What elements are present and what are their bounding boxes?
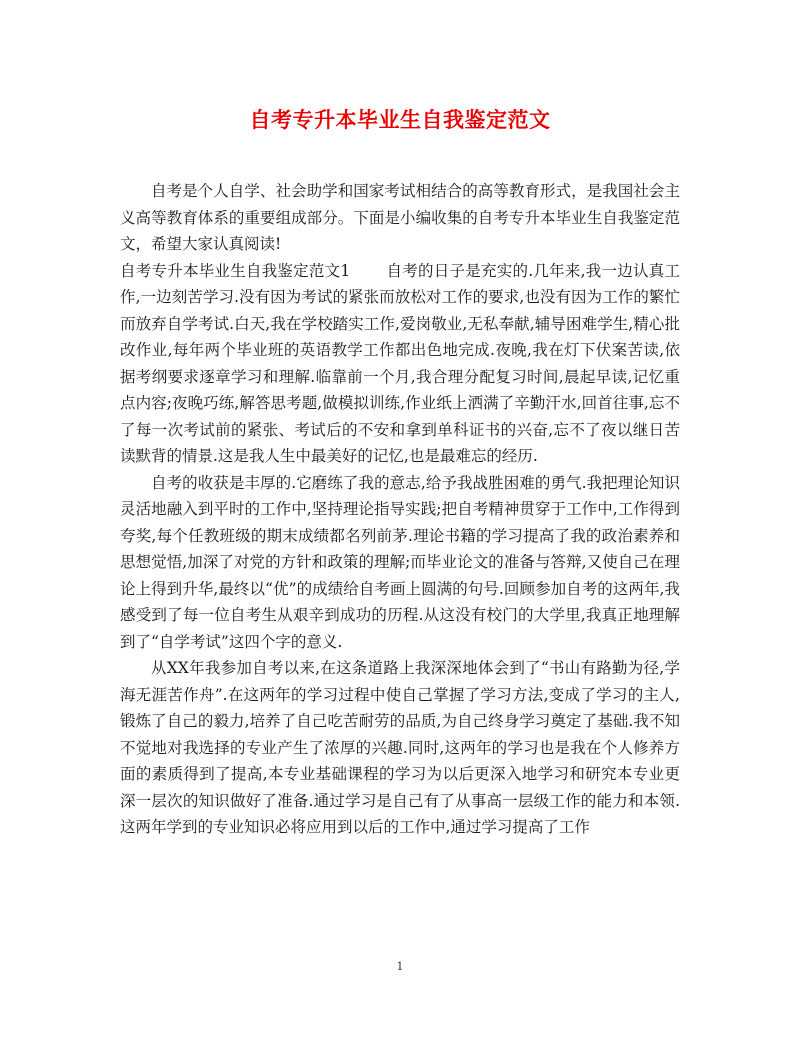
intro-paragraph: 自考是个人自学、社会助学和国家考试相结合的高等教育形式，是我国社会主义高等教育体系的重要组成部分。下面是小编收集的自考专升本毕业生自我鉴定范文，希望大家认真阅读! [120,182,680,253]
section-heading: 自考专升本毕业生自我鉴定范文1 [120,261,351,280]
document-title: 自考专升本毕业生自我鉴定范文 [249,107,551,132]
paragraph-1-text: 自考的日子是充实的.几年来,我一边认真工作,一边刻苦学习.没有因为考试的紧张而放松对工作的要求,也没有因为工作的繁忙而放弃自学考试.白天,我在学校踏实工作,爱岗敬业,无私奉献,辅导困难学生,精心批改作业,每年两个毕业班的英语教学工作都出色地完成.夜晚,我在灯下伏案苦读,依据考纲要求逐章学习和理解.临靠前一个月,我合理分配复习时间,晨起早读,记忆重点内容;夜晚巧练,解答思考题,做模拟训练,作业纸上洒满了辛勤汗水,回首往事,忘不了每一次考试前的紧张、考试后的不安和拿到单科证书的兴奋,忘不了夜以继日苦读默背的情景.这是我人生中最美好的记忆,也是最难忘的经历. [120,261,680,465]
paragraph-3: 从XX年我参加自考以来,在这条道路上我深深地体会到了“书山有路勤为径,学海无涯苦作舟”.在这两年的学习过程中使自己掌握了学习方法,变成了学习的主人,锻炼了自己的毅力,培养了自己吃苦耐劳的品质,为自己终身学习奠定了基础.我不知不觉地对我选择的专业产生了浓厚的兴趣.同时,这两年的学习也是我在个人修养方面的素质得到了提高,本专业基础课程的学习为以后更深入地学习和研究本专业更深一层次的知识做好了准备.通过学习是自己有了从事高一层级工作的能力和本领.这两年学到的专业知识必将应用到以后的工作中,通过学习提高了工作 [120,659,680,836]
section-paragraph-1 [120,258,680,470]
page-number: 1 [396,960,404,973]
paragraph-2: 自考的收获是丰厚的.它磨练了我的意志,给予我战胜困难的勇气.我把理论知识灵活地融入到平时的工作中,坚持理论指导实践;把自考精神贯穿于工作中,工作得到夸奖,每个任教班级的期末成绩都名列前茅.理论书籍的学习提高了我的政治素养和思想觉悟,加深了对党的方针和政策的理解;而毕业论文的准备与答辩,又使自己在理论上得到升华,最终以“优”的成绩给自考画上圆满的句号.回顾参加自考的这两年,我感受到了每一位自考生从艰辛到成功的历程.从这没有校门的大学里,我真正地理解到了“自学考试”这四个字的意义. [120,473,680,651]
document-body [120,178,680,841]
